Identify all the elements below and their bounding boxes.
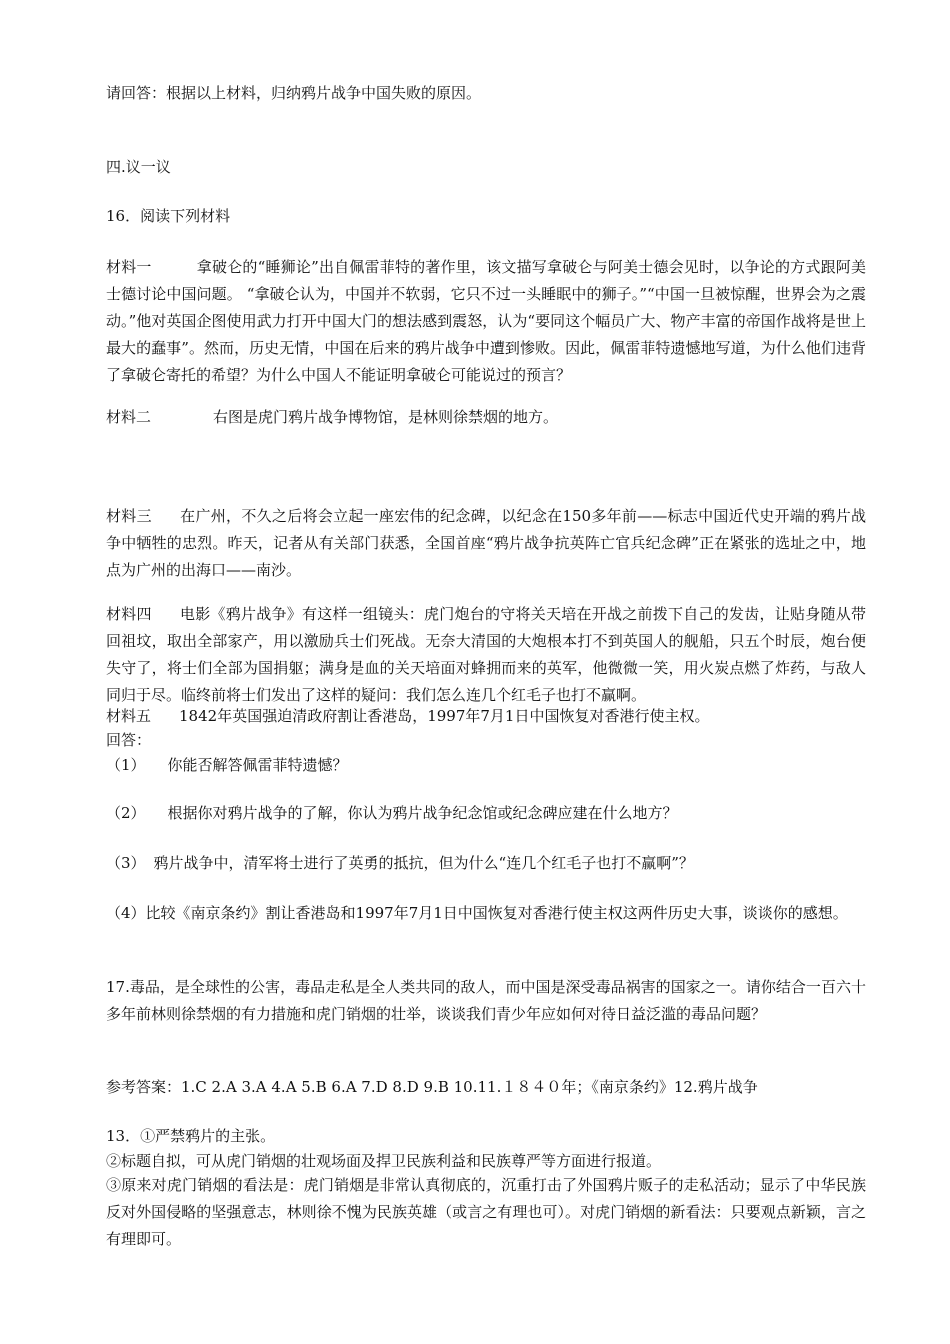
material-3	[106, 503, 866, 584]
answer-label: 回答：	[106, 731, 152, 749]
sub-question-1-text: 你能否解答佩雷菲特遗憾？	[167, 756, 348, 774]
answer-13-point-2: ②标题自拟，可从虎门销烟的壮观场面及捍卫民族利益和民族尊严等方面进行报道。	[106, 1152, 662, 1170]
sub-question-4: （4）比较《南京条约》割让香港岛和1997年7月1日中国恢复对香港行使主权这两件历史大事，谈谈你的感想。	[106, 904, 848, 922]
material-5	[106, 703, 866, 730]
material-1-text: 拿破仑的“睡狮论”出自佩雷菲特的著作里，该文描写拿破仑与阿美士德会见时，以争论的方式跟阿美士德讨论中国问题。 “拿破仑认为，中国并不软弱，它只不过一头睡眠中的狮子。”“中国一旦被惊醒，世界会为之震动。”他对英国企图使用武力打开中国大门的想法感到震怒，认为“要同这个幅员广大、物产丰富的帝国作战将是世上最大的蠢事”。然而，历史无情，中国在后来的鸦片战争中遭到惨败。因此，佩雷菲特遗憾地写道，为什么他们违背了拿破仑寄托的希望？为什么中国人不能证明拿破仑可能说过的预言？	[106, 258, 866, 384]
question-17: 17.毒品，是全球性的公害，毒品走私是全人类共同的敌人，而中国是深受毒品祸害的国家之一。请你结合一百六十多年前林则徐禁烟的有力措施和虎门销烟的壮举，谈谈我们青少年应如何对待日益泛滥的毒品问题？	[106, 978, 866, 1023]
sub-question-2	[106, 800, 866, 827]
sub-question-2-number: （2）	[106, 804, 146, 822]
material-2	[106, 404, 866, 431]
material-4	[106, 601, 866, 709]
section-title: 四.议一议	[106, 158, 171, 176]
material-3-text: 在广州，不久之后将会立起一座宏伟的纪念碑，以纪念在150多年前——标志中国近代史开端的鸦片战争中牺牲的忠烈。昨天，记者从有关部门获悉，全国首座“鸦片战争抗英阵亡官兵纪念碑”正在紧张的选址之中，地点为广州的出海口——南沙。	[106, 507, 866, 579]
answer-13-point-3: ③原来对虎门销烟的看法是：虎门销烟是非常认真彻底的，沉重打击了外国鸦片贩子的走私活动；显示了中华民族反对外国侵略的坚强意志，林则徐不愧为民族英雄（或言之有理也可）。对虎门销烟的新看法：只要观点新颖，言之有理即可。	[106, 1176, 866, 1248]
sub-question-3	[106, 850, 866, 877]
material-3-label: 材料三	[106, 507, 152, 525]
material-2-text: 右图是虎门鸦片战争博物馆，是林则徐禁烟的地方。	[213, 408, 559, 426]
sub-question-1-number: （1）	[106, 756, 146, 774]
sub-question-2-text: 根据你对鸦片战争的了解，你认为鸦片战争纪念馆或纪念碑应建在什么地方？	[167, 804, 678, 822]
reference-answers: 参考答案：1.C 2.A 3.A 4.A 5.B 6.A 7.D 8.D 9.B 10.11.１８４０年；《南京条约》12.鸦片战争	[106, 1078, 758, 1096]
material-5-text: 1842年英国强迫清政府割让香港岛，1997年7月1日中国恢复对香港行使主权。	[179, 707, 710, 725]
material-1-label: 材料一	[106, 258, 152, 276]
intro-question: 请回答：根据以上材料，归纳鸦片战争中国失败的原因。	[106, 84, 482, 102]
sub-question-3-text: 鸦片战争中，清军将士进行了英勇的抵抗，但为什么“连几个红毛子也打不赢啊”？	[153, 854, 694, 872]
material-4-label: 材料四	[106, 605, 152, 623]
material-1	[106, 254, 866, 389]
material-5-label: 材料五	[106, 707, 152, 725]
q16-title: 16．阅读下列材料	[106, 207, 231, 225]
material-4-text: 电影《鸦片战争》有这样一组镜头：虎门炮台的守将关天培在开战之前拨下自己的发齿，让贴身随从带回祖坟，取出全部家产，用以激励兵士们死战。无奈大清国的大炮根本打不到英国人的舰船，只五个时辰，炮台便失守了，将士们全部为国捐躯；满身是血的关天培面对蜂拥而来的英军，他微微一笑，用火炭点燃了炸药，与敌人同归于尽。临终前将士们发出了这样的疑问：我们怎么连几个红毛子也打不赢啊。	[106, 605, 866, 704]
material-2-label: 材料二	[106, 408, 152, 426]
sub-question-3-number: （3）	[106, 854, 146, 872]
sub-question-1	[106, 752, 866, 779]
answer-13-point-1: 13．①严禁鸦片的主张。	[106, 1127, 276, 1145]
